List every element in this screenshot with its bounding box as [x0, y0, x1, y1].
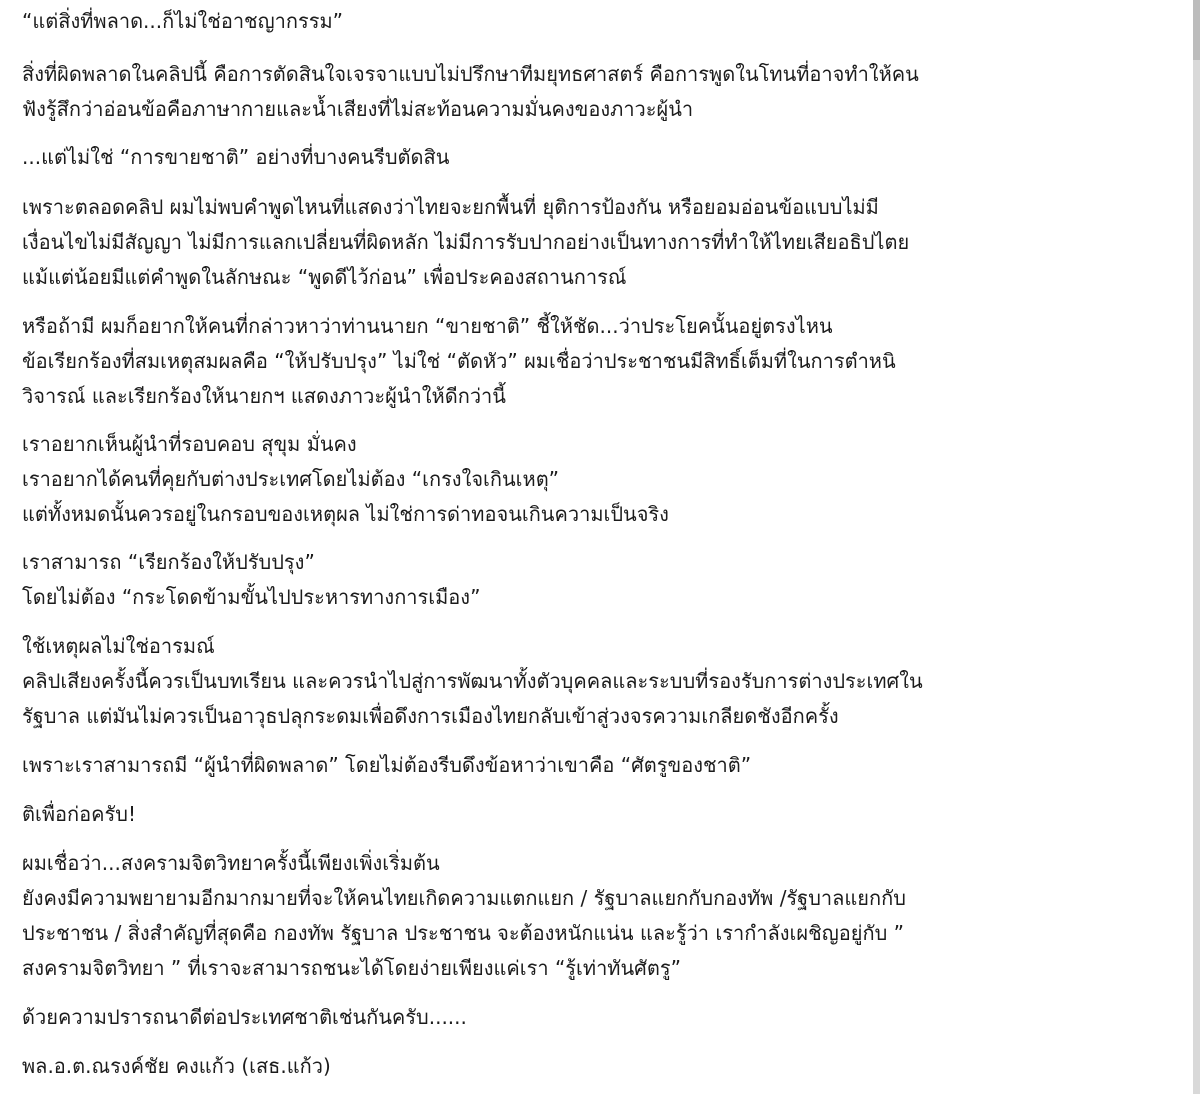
post-paragraph: [22, 427, 1160, 532]
scrollbar-thumb[interactable]: [1193, 0, 1200, 60]
post-paragraph-headline: [22, 4, 1160, 39]
text-line: วิจารณ์ และเรียกร้องให้นายกฯ แสดงภาวะผู้นำให้ดีกว่านี้: [22, 384, 506, 408]
post-paragraph: [22, 1000, 1160, 1035]
text-line: โดยไม่ต้อง “กระโดดข้ามขั้นไปประหารทางการเมือง”: [22, 585, 481, 609]
post-signature: [22, 1049, 1160, 1084]
post-paragraph: [22, 545, 1160, 615]
text-line: เพราะตลอดคลิป ผมไม่พบคำพูดไหนที่แสดงว่าไทยจะยกพื้นที่ ยุติการป้องกัน หรือยอมอ่อนข้อแบบไม่มี: [22, 195, 879, 219]
text-line: สงครามจิตวิทยา ” ที่เราจะสามารถชนะได้โดยง่ายเพียงแค่เรา “รู้เท่าทันศัตรู”: [22, 956, 681, 980]
post-paragraph: [22, 846, 1160, 986]
text-line: ติเพื่อก่อครับ!: [22, 802, 136, 826]
post-paragraph: [22, 797, 1160, 832]
text-line: เพราะเราสามารถมี “ผู้นำที่ผิดพลาด” โดยไม่ต้องรีบดึงข้อหาว่าเขาคือ “ศัตรูของชาติ”: [22, 753, 752, 777]
text-line: รัฐบาล แต่มันไม่ควรเป็นอาวุธปลุกระดมเพื่อดึงการเมืองไทยกลับเข้าสู่วงจรความเกลียดชังอีกครั้ง: [22, 704, 839, 728]
text-line: ...แต่ไม่ใช่ “การขายชาติ” อย่างที่บางคนรีบตัดสิน: [22, 145, 450, 169]
post-paragraph: [22, 629, 1160, 734]
post-paragraph: [22, 190, 1160, 295]
text-line: สิ่งที่ผิดพลาดในคลิปนี้ คือการตัดสินใจเจรจาแบบไม่ปรึกษาทีมยุทธศาสตร์ คือการพูดในโทนที่อาจทำให้คน: [22, 62, 919, 86]
text-line: เราสามารถ “เรียกร้องให้ปรับปรุง”: [22, 550, 315, 574]
post-paragraph: [22, 748, 1160, 783]
post-paragraph: [22, 57, 1160, 127]
vertical-scrollbar[interactable]: [1193, 0, 1200, 1094]
text-line: เราอยากได้คนที่คุยกับต่างประเทศโดยไม่ต้อง “เกรงใจเกินเหตุ”: [22, 467, 560, 491]
text-line: แต่ทั้งหมดนั้นควรอยู่ในกรอบของเหตุผล ไม่ใช่การด่าทอจนเกินความเป็นจริง: [22, 502, 669, 526]
signature-line: พล.อ.ต.ณรงค์ชัย คงแก้ว (เสธ.แก้ว): [22, 1054, 331, 1078]
text-line: ประชาชน / สิ่งสำคัญที่สุดคือ กองทัพ รัฐบาล ประชาชน จะต้องหนักแน่น และรู้ว่า เรากำลังเผชิญอยู่กับ ”: [22, 921, 904, 945]
text-line: ใช้เหตุผลไม่ใช่อารมณ์: [22, 634, 215, 658]
text-line: ด้วยความปรารถนาดีต่อประเทศชาติเช่นกันครับ......: [22, 1005, 467, 1029]
post-paragraph: [22, 309, 1160, 414]
post-paragraph: [22, 140, 1160, 175]
text-line: ข้อเรียกร้องที่สมเหตุสมผลคือ “ให้ปรับปรุง” ไม่ใช่ “ตัดหัว” ผมเชื่อว่าประชาชนมีสิทธิ์เต็มที่ในการตำหนิ: [22, 349, 896, 373]
text-line: ผมเชื่อว่า...สงครามจิตวิทยาครั้งนี้เพียงเพิ่งเริ่มต้น: [22, 851, 440, 875]
text-line: เงื่อนไขไม่มีสัญญา ไม่มีการแลกเปลี่ยนที่ผิดหลัก ไม่มีการรับปากอย่างเป็นทางการที่ทำให้ไทยเสียอธิปไตย: [22, 230, 910, 254]
text-line: หรือถ้ามี ผมก็อยากให้คนที่กล่าวหาว่าท่านนายก “ขายชาติ” ชี้ให้ชัด...ว่าประโยคนั้นอยู่ตรงไหน: [22, 314, 833, 338]
text-line: เราอยากเห็นผู้นำที่รอบคอบ สุขุม มั่นคง: [22, 432, 357, 456]
text-line: คลิปเสียงครั้งนี้ควรเป็นบทเรียน และควรนำไปสู่การพัฒนาทั้งตัวบุคคลและระบบที่รองรับการต่างประเทศใน: [22, 669, 923, 693]
text-line: “แต่สิ่งที่พลาด...ก็ไม่ใช่อาชญากรรม”: [22, 9, 344, 33]
text-line: ฟังรู้สึกว่าอ่อนข้อคือภาษากายและน้ำเสียงที่ไม่สะท้อนความมั่นคงของภาวะผู้นำ: [22, 97, 694, 121]
text-line: ยังคงมีความพยายามอีกมากมายที่จะให้คนไทยเกิดความแตกแยก / รัฐบาลแยกกับกองทัพ /รัฐบาลแยกกับ: [22, 886, 906, 910]
text-line: แม้แต่น้อยมีแต่คำพูดในลักษณะ “พูดดีไว้ก่อน” เพื่อประคองสถานการณ์: [22, 265, 627, 289]
